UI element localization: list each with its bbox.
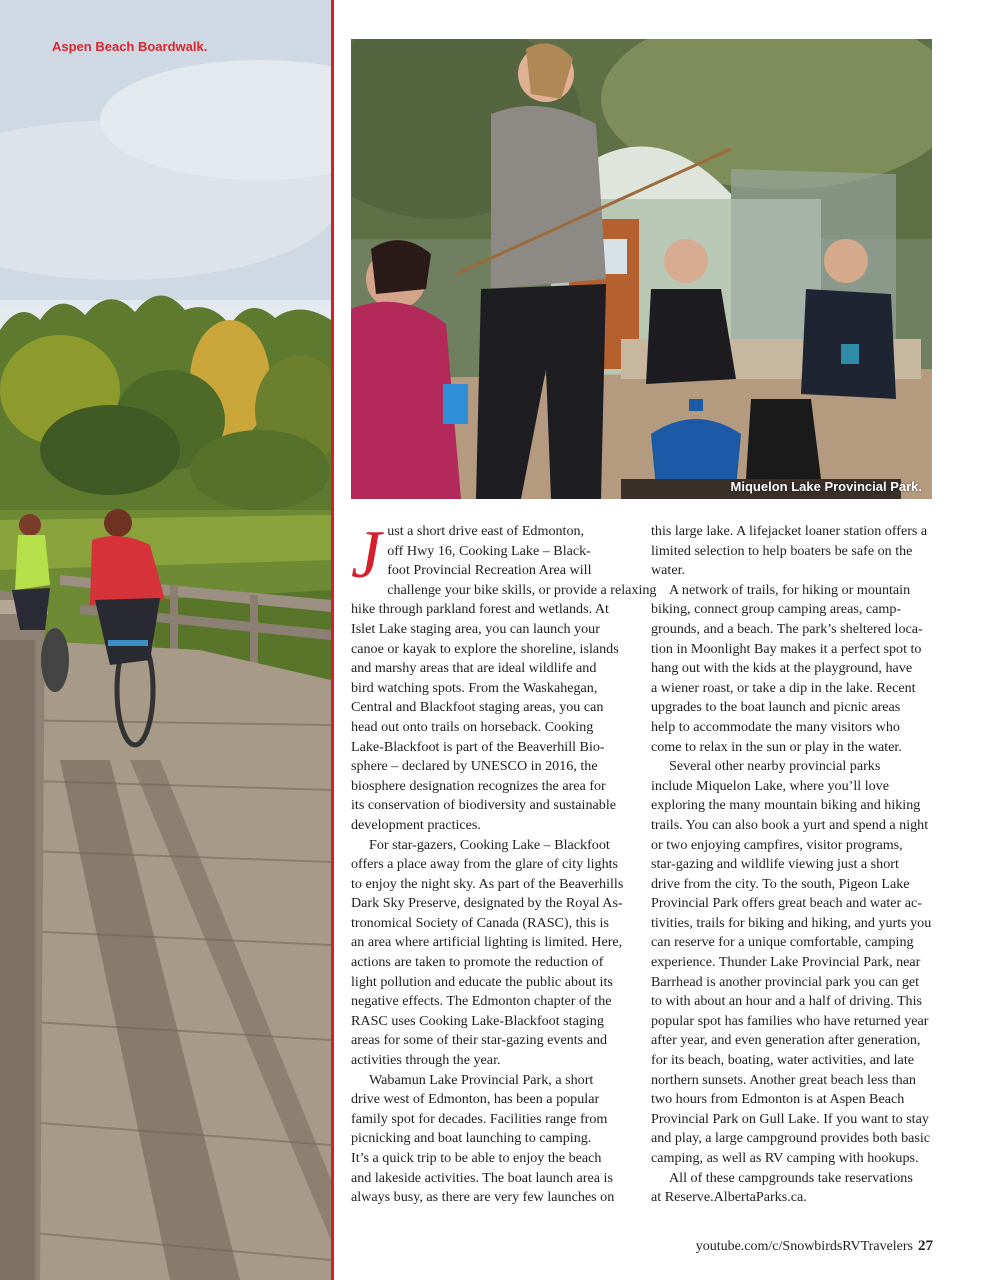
text-line: limited selection to help boaters be safe on the (651, 542, 913, 559)
paragraph-trails-network (651, 581, 932, 757)
text-line: RASC uses Cooking Lake-Blackfoot staging (351, 1012, 604, 1029)
text-line: northern sunsets. Another great beach less than (651, 1071, 916, 1088)
text-line: challenge your bike skills, or provide a relaxing (387, 581, 657, 598)
article-column-1 (351, 516, 657, 1208)
text-line: tion in Moonlight Bay makes it a perfect spot to (651, 640, 922, 657)
page-number: 27 (918, 1238, 933, 1254)
reservation-link-text: at Reserve.AlbertaParks.ca. (651, 1189, 807, 1206)
paragraph-reservations (651, 1169, 932, 1208)
text-line: biosphere designation recognizes the area for (351, 777, 606, 794)
text-line: a wiener roast, or take a dip in the lake. Recent (651, 679, 916, 696)
text-line: can reserve for a unique comfortable, camping (651, 934, 914, 951)
text-line: trails. You can also book a yurt and spend a night (651, 816, 929, 833)
text-line: canoe or kayak to explore the shoreline, islands (351, 640, 619, 657)
text-line: actions are taken to promote the reduction of (351, 954, 604, 971)
text-line: and play, a large campground provides both basic (651, 1130, 931, 1147)
paragraph-wabamun (351, 1071, 629, 1208)
text-line: this large lake. A lifejacket loaner station offers a (651, 523, 928, 539)
text-line: include Miquelon Lake, where you’ll love (651, 777, 889, 794)
text-line: bird watching spots. From the Waskahegan, (351, 679, 598, 696)
text-line: biking, connect group camping areas, camp- (651, 601, 902, 618)
text-line: off Hwy 16, Cooking Lake – Black- (387, 542, 591, 559)
text-line: activities through the year. (351, 1052, 501, 1069)
text-line: star-gazing and wildlife viewing just a short (651, 856, 899, 873)
black-kettle (746, 399, 821, 479)
text-line: negative effects. The Edmonton chapter of the (351, 993, 612, 1010)
text-line: Dark Sky Preserve, designated by the Royal As- (351, 895, 623, 912)
yurt-illustration (351, 39, 932, 499)
text-line: All of these campgrounds take reservations (669, 1169, 913, 1186)
text-line: after year, and even generation after generation, (651, 1032, 921, 1049)
page-edge-accent (331, 0, 334, 1280)
text-line: drive from the city. To the south, Pigeon Lake (651, 875, 910, 892)
text-line: areas for some of their star-gazing events and (351, 1032, 608, 1049)
text-line: picnicking and boat launching to camping. (351, 1130, 592, 1147)
paragraph-nearby-parks (651, 757, 932, 1168)
text-line: popular spot has families who have returned year (651, 1012, 929, 1029)
text-line: Several other nearby provincial parks (669, 758, 881, 775)
text-line: Provincial Park on Gull Lake. If you want to stay (651, 1110, 929, 1127)
text-line: Wabamun Lake Provincial Park, a short (369, 1071, 594, 1088)
text-line: A network of trails, for hiking or mountain (669, 581, 911, 598)
text-line: tivities, trails for biking and hiking, and yurts you (651, 914, 932, 931)
text-line: always busy, as there are very few launches on (351, 1189, 615, 1206)
paragraph-star-gazers (351, 836, 629, 1071)
text-line: Barrhead is another provincial park you can get (651, 973, 920, 990)
yurt-photo-caption: Miquelon Lake Provincial Park. (730, 479, 922, 494)
boardwalk-photo-caption: Aspen Beach Boardwalk. (52, 39, 208, 54)
text-line: grounds, and a beach. The park’s sheltered loca- (651, 620, 923, 637)
text-line: an area where artificial lighting is limited. Here, (351, 934, 623, 951)
text-line: and lakeside activities. The boat launch area is (351, 1169, 613, 1186)
text-line: tronomical Society of Canada (RASC), this is (351, 914, 609, 931)
text-line: Central and Blackfoot staging areas, you can (351, 699, 604, 716)
text-line: upgrades to the boat launch and picnic areas (651, 699, 901, 716)
text-line: and marshy areas that are ideal wildlife and (351, 660, 597, 677)
boardwalk-photo (0, 0, 331, 1280)
yurt-photo (351, 39, 932, 499)
page-footer (696, 1238, 933, 1255)
text-line: light pollution and educate the public about its (351, 973, 613, 990)
text-line: It’s a quick trip to be able to enjoy the beach (351, 1150, 602, 1166)
text-line: its conservation of biodiversity and sustainable (351, 797, 616, 814)
drop-cap: J (351, 516, 382, 592)
text-line: For star-gazers, Cooking Lake – Blackfoot (369, 836, 610, 853)
article-column-2 (651, 522, 932, 1208)
paragraph-cooking-lake (351, 516, 657, 836)
text-line: Provincial Park offers great beach and water ac- (651, 895, 922, 912)
text-line: hang out with the kids at the playground, have (651, 660, 913, 677)
text-line: ust a short drive east of Edmonton, (387, 523, 585, 539)
text-line: development practices. (351, 816, 481, 833)
text-line: Islet Lake staging area, you can launch your (351, 620, 600, 637)
text-line: camping, as well as RV camping with hookups. (651, 1150, 919, 1166)
text-line: hike through parkland forest and wetlands. At (351, 601, 609, 618)
text-line: for its beach, boating, water activities, and late (651, 1052, 914, 1069)
text-line: Lake-Blackfoot is part of the Beaverhill Bio- (351, 738, 605, 755)
footer-url: youtube.com/c/SnowbirdsRVTravelers (695, 1239, 913, 1254)
text-line: sphere – declared by UNESCO in 2016, the (351, 758, 598, 775)
text-line: exploring the many mountain biking and hiking (651, 797, 921, 814)
text-line: experience. Thunder Lake Provincial Park, near (651, 954, 921, 971)
text-line: offers a place away from the glare of city lights (351, 856, 619, 873)
boardwalk-illustration (0, 0, 331, 1280)
text-line: head out onto trails on horseback. Cooking (351, 718, 594, 735)
text-line: foot Provincial Recreation Area will (387, 562, 592, 579)
text-line: come to relax in the sun or play in the water. (651, 738, 902, 755)
text-line: drive west of Edmonton, has been a popular (351, 1091, 600, 1108)
text-line: to enjoy the night sky. As part of the Beaverhills (351, 875, 624, 892)
text-line: water. (651, 562, 686, 579)
paragraph-lifejacket (651, 522, 932, 581)
text-line: family spot for decades. Facilities range from (351, 1110, 608, 1127)
text-line: or two enjoying campfires, visitor programs, (651, 836, 903, 853)
text-line: help to accommodate the many visitors who (651, 718, 900, 735)
text-line: to with about an hour and a half of driving. This (651, 993, 922, 1010)
text-line: two hours from Edmonton is at Aspen Beach (651, 1091, 905, 1108)
